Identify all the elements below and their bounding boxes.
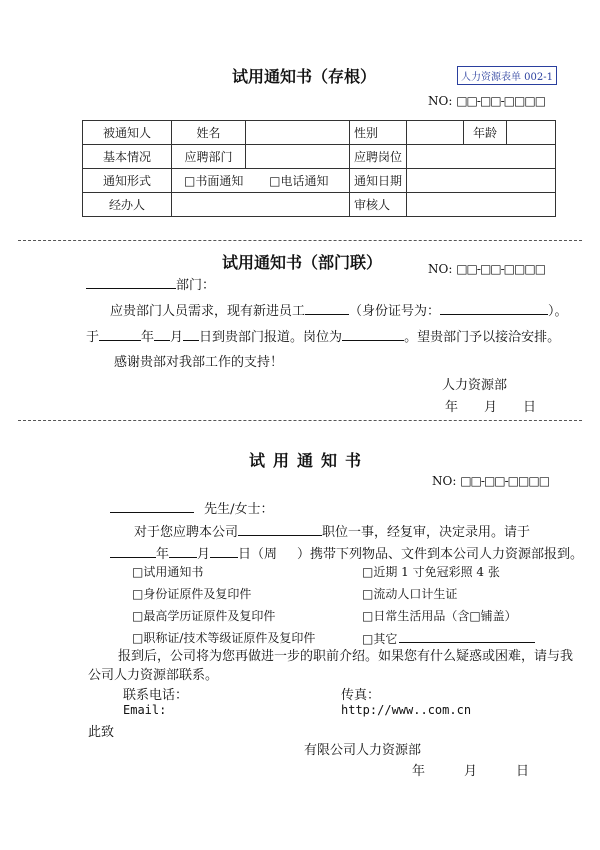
dept-paragraph-line1 [110,300,568,319]
dept-line [86,274,215,293]
para2-year: 年 [156,547,170,562]
phone-notice-checkbox[interactable]: □电话通知 [269,174,329,188]
cell-dept-label: 应聘部门 [172,145,246,169]
fax-label: 传真： [341,688,381,703]
cell-gender-value[interactable] [407,121,464,145]
cell-name-label: 姓名 [172,121,246,145]
checklist-right-1[interactable]: □近期 1 寸免冠彩照 4 张 [362,565,500,579]
no-label: NO: [428,94,453,108]
cell-notice-date-value[interactable] [407,169,556,193]
notice-paragraph-line1 [134,521,530,540]
para1-text-a: 对于您应聘本公司 [134,525,239,540]
month-label: 月 [170,330,184,345]
cell-handler-label: 经办人 [83,193,172,217]
checklist-right-2[interactable]: □流动人口计生证 [362,587,458,601]
written-notice-checkbox[interactable]: □书面通知 [184,174,244,188]
salutation-text: 先生/女士： [204,502,274,517]
other-blank[interactable] [399,629,535,643]
cell-age-label: 年龄 [464,121,507,145]
dept-suffix: 部门： [176,278,216,293]
table-row [83,169,556,193]
dept-signature-date: 年 月 日 [445,400,537,415]
email-label: Email: [123,703,167,717]
line1-text-c: ）。 [548,304,568,319]
cell-position-label: 应聘岗位 [350,145,407,169]
cell-gender-label: 性别 [350,121,407,145]
cut-line-1 [18,240,582,241]
checklist-left-3[interactable]: □最高学历证原件及复印件 [132,609,276,623]
line1-text-b: （身份证号为： [349,304,441,319]
checklist-right-3[interactable]: □日常生活用品（含□铺盖） [362,609,517,623]
cell-dept-value[interactable] [246,145,350,169]
report-month-blank[interactable] [169,544,197,558]
candidate-name-blank[interactable] [110,499,194,513]
phone-label: 联系电话： [123,688,189,703]
day-label: 日到贵部门报道。岗位为 [199,330,343,345]
report-day-blank[interactable] [210,544,238,558]
report-year-blank[interactable] [110,544,156,558]
checklist-left-1[interactable]: □试用通知书 [132,565,204,579]
checklist-left-2[interactable]: □身份证原件及复印件 [132,587,252,601]
position-blank[interactable] [342,327,404,341]
stub-serial-number [428,94,545,108]
form-code-label: 人力资源表单 002-1 [457,66,557,85]
dept-name-blank[interactable] [86,275,176,289]
day-blank[interactable] [183,327,199,341]
no-label: NO: [432,474,457,488]
year-label: 年 [141,330,155,345]
checklist-left-4[interactable]: □职称证/技术等级证原件及复印件 [132,631,316,645]
no-boxes: □□-□□-□□□□ [460,474,550,488]
table-row [83,193,556,217]
table-row [83,145,556,169]
cell-reviewer-label: 审核人 [350,193,407,217]
para2-month: 月 [197,547,211,562]
applied-position-blank[interactable] [238,522,322,536]
notice-paragraph-line2 [110,543,583,562]
no-boxes: □□-□□-□□□□ [456,94,546,108]
notice-paragraph-3-line1: 报到后，公司将为您再做进一步的职前介绍。如果您有什么疑惑或困难，请与我 [118,649,574,664]
no-label: NO: [428,262,453,276]
notice-signature-date: 年 月 日 [412,764,530,779]
table-row [83,121,556,145]
cut-line-2 [18,420,582,421]
dept-copy-title: 试用通知书（部门联） [222,253,383,272]
notice-paragraph-3-line2: 公司人力资源部联系。 [88,668,219,683]
month-blank[interactable] [154,327,170,341]
dept-thanks: 感谢贵部对我部工作的支持！ [114,355,284,370]
closing-text: 此致 [88,725,115,740]
dept-signature-hr: 人力资源部 [442,378,508,393]
cell-position-value[interactable] [407,145,556,169]
para2-rest: ）携带下列物品、文件到本公司人力资源部报到。 [297,547,584,562]
cell-age-value[interactable] [507,121,556,145]
cell-notice-form-options [172,169,350,193]
cell-notice-form-label: 通知形式 [83,169,172,193]
salutation-line [110,498,274,517]
cell-notified-label: 被通知人 [83,121,172,145]
notice-title: 试用通知书 [249,451,370,470]
line1-text-a: 应贵部门人员需求，现有新进员工 [110,304,306,319]
year-blank[interactable] [99,327,141,341]
new-employee-blank[interactable] [305,301,349,315]
id-number-blank[interactable] [440,301,548,315]
cell-reviewer-value[interactable] [407,193,556,217]
no-boxes: □□-□□-□□□□ [456,262,546,276]
line2-text-a: 于 [86,330,100,345]
other-checkbox[interactable]: □其它 [362,632,398,646]
para2-day: 日（周 [238,547,278,562]
company-signature: 有限公司人力资源部 [304,743,422,758]
para1-text-b: 职位一事，经复审，决定录用。请于 [322,525,531,540]
dept-paragraph-line2 [86,326,560,345]
cell-basic-info-label: 基本情况 [83,145,172,169]
stub-title: 试用通知书（存根） [232,67,377,86]
line2-end: 。望贵部门予以接洽安排。 [404,330,561,345]
dept-serial-number [428,262,545,276]
stub-info-table [82,120,556,217]
cell-handler-value[interactable] [172,193,350,217]
cell-notice-date-label: 通知日期 [350,169,407,193]
cell-name-value[interactable] [246,121,350,145]
notice-serial-number [432,474,549,488]
website-link[interactable]: http://www..com.cn [341,703,472,717]
